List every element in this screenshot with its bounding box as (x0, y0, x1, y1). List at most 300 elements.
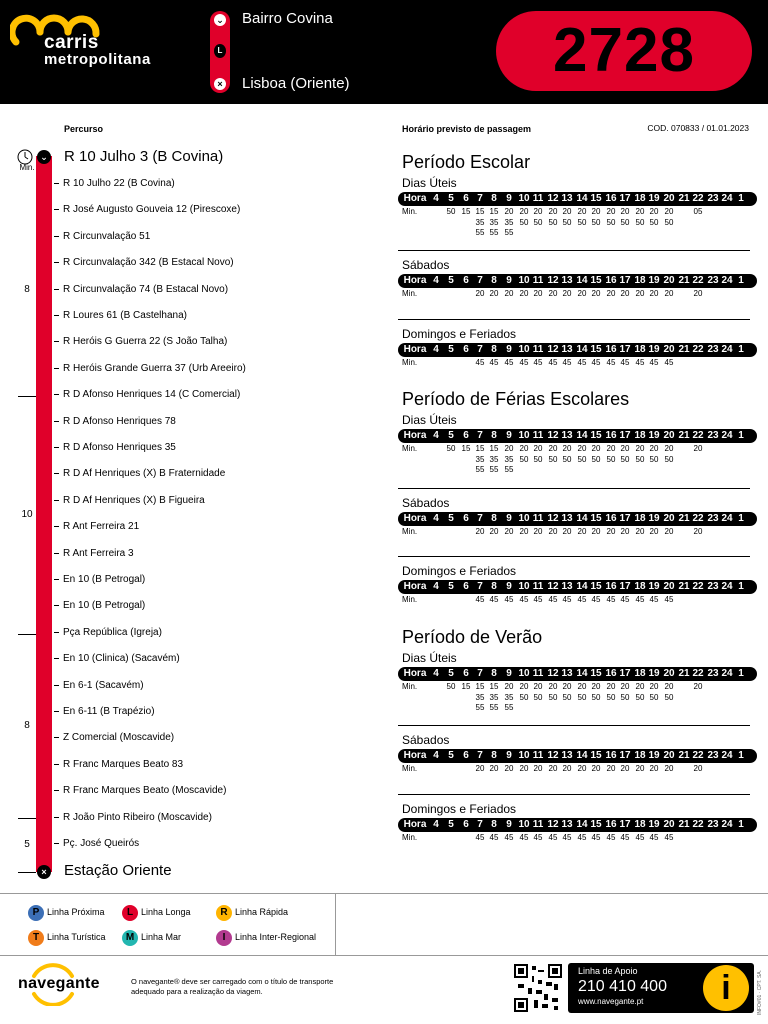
minute-value: 50 (620, 454, 630, 464)
legend-r-icon: R (216, 905, 232, 921)
hours-bar (398, 749, 757, 763)
hour-cell: 19 (648, 344, 660, 355)
minute-value: 20 (664, 289, 674, 298)
hour-cell: 6 (463, 430, 469, 441)
minute-value: 45 (649, 595, 659, 604)
footer-divider (0, 893, 768, 894)
hour-cell: 13 (561, 581, 573, 592)
minute-value: 35 (489, 692, 499, 702)
hour-cell: 11 (532, 668, 544, 679)
hour-cell: 18 (634, 430, 646, 441)
minute-value: 45 (533, 358, 543, 367)
hour-cell: 20 (663, 750, 675, 761)
minute-value: 45 (519, 595, 529, 604)
hour-cell: 16 (605, 819, 617, 830)
hour-cell: 21 (678, 819, 690, 830)
legend-m-icon: M (122, 930, 138, 946)
stop-name: R Ant Ferreira 21 (63, 521, 140, 532)
hour-cell: 22 (692, 750, 704, 761)
timetable-heading: Horário previsto de passagem (402, 124, 532, 134)
hour-cell: 1 (738, 275, 744, 286)
stop-name: R Circunvalação 74 (B Estacal Novo) (63, 284, 229, 295)
minute-value: 20 (577, 207, 587, 216)
line-number-badge: 2728 (496, 11, 752, 91)
hour-cell: 5 (448, 275, 454, 286)
minute-value: 35 (489, 454, 499, 464)
stop-item (54, 415, 176, 429)
stop-tick (54, 711, 59, 712)
minute-value: 20 (635, 682, 645, 691)
minute-value: 20 (635, 764, 645, 773)
minute-value: 20 (548, 207, 558, 216)
hour-cell: 18 (634, 581, 646, 592)
minute-value: 55 (504, 465, 514, 474)
hour-cell: 8 (491, 750, 497, 761)
stop-item (54, 467, 225, 481)
hour-cell: 13 (561, 750, 573, 761)
line-type-badge: L (214, 44, 226, 58)
stop-tick (54, 315, 59, 316)
hour-cell: 5 (448, 750, 454, 761)
hour-cell: 6 (463, 819, 469, 830)
stop-name: En 6-1 (Sacavém) (63, 680, 144, 691)
minute-value: 20 (519, 764, 529, 773)
hour-cell: 5 (448, 581, 454, 592)
hour-cell: 4 (433, 581, 439, 592)
hour-cell: 8 (491, 581, 497, 592)
hour-cell: 17 (619, 513, 631, 524)
stop-name: R Franc Marques Beato (Moscavide) (63, 785, 227, 796)
legend-item-proxima (28, 904, 105, 921)
hours-label: Hora (403, 668, 427, 679)
hour-cell: 13 (561, 668, 573, 679)
minute-value: 35 (504, 454, 514, 464)
segment-divider (18, 634, 36, 635)
minute-value: 50 (649, 454, 659, 464)
minute-value: 20 (548, 289, 558, 298)
stop-name: R Heróis G Guerra 22 (S João Talha) (63, 336, 228, 347)
hour-cell: 11 (532, 750, 544, 761)
minute-value: 35 (504, 217, 514, 227)
minute-value: 50 (664, 454, 674, 464)
hour-cell: 12 (547, 819, 559, 830)
stop-item (54, 362, 246, 376)
hour-cell: 9 (506, 513, 512, 524)
stop-tick (54, 209, 59, 210)
hour-cell: 16 (605, 581, 617, 592)
hour-cell: 6 (463, 193, 469, 204)
minute-value: 20 (591, 444, 601, 453)
hour-cell: 4 (433, 513, 439, 524)
minute-value: 15 (475, 444, 485, 453)
minute-value: 20 (533, 527, 543, 536)
hour-cell: 23 (707, 275, 719, 286)
stop-tick (54, 685, 59, 686)
minute-value: 20 (620, 444, 630, 453)
minute-value: 20 (519, 682, 529, 691)
period-title: Período Escolar (402, 152, 531, 172)
hour-cell: 24 (721, 581, 733, 592)
minute-value: 20 (519, 527, 529, 536)
minute-value: 20 (548, 682, 558, 691)
minute-value: 20 (620, 764, 630, 773)
hour-cell: 24 (721, 513, 733, 524)
hour-cell: 11 (532, 275, 544, 286)
hour-cell: 6 (463, 668, 469, 679)
hour-cell: 16 (605, 668, 617, 679)
hour-cell: 20 (663, 430, 675, 441)
hour-cell: 13 (561, 193, 573, 204)
legend-label: Linha Mar (141, 932, 182, 942)
hour-cell: 20 (663, 193, 675, 204)
stop-tick (54, 183, 59, 184)
hour-cell: 19 (648, 819, 660, 830)
hour-cell: 23 (707, 344, 719, 355)
hour-cell: 24 (721, 344, 733, 355)
minute-value: 50 (548, 454, 558, 464)
legend-i-icon: I (216, 930, 232, 946)
minute-value: 50 (620, 692, 630, 702)
stop-item (54, 309, 187, 323)
hours-bar (398, 580, 757, 594)
end-stop-x-icon: × (37, 865, 51, 879)
minute-value: 45 (489, 358, 499, 367)
minute-value: 20 (562, 207, 572, 216)
hour-cell: 10 (518, 581, 530, 592)
brand-subname: metropolitana (44, 51, 151, 68)
hour-cell: 23 (707, 430, 719, 441)
hours-label: Hora (403, 513, 427, 524)
hour-cell: 14 (576, 819, 588, 830)
hour-cell: 14 (576, 668, 588, 679)
segment-divider (18, 872, 36, 873)
minute-value: 15 (475, 207, 485, 216)
minute-value: 45 (504, 595, 514, 604)
stop-item (54, 679, 144, 693)
segment-minutes: 8 (24, 720, 30, 731)
hour-cell: 17 (619, 193, 631, 204)
stop-item (54, 256, 234, 270)
minute-value: 20 (649, 527, 659, 536)
hours-bar (398, 667, 757, 681)
hour-cell: 9 (506, 750, 512, 761)
hour-cell: 12 (547, 513, 559, 524)
minutes-label: Min. (402, 207, 418, 216)
navegante-note: O navegante® deve ser carregado com o título de transporte adequado para a realização da viagem. (131, 977, 334, 996)
minute-value: 20 (577, 289, 587, 298)
hour-cell: 15 (590, 750, 602, 761)
hour-cell: 14 (576, 275, 588, 286)
legend-item-turistica (28, 929, 106, 946)
minute-value: 50 (446, 207, 456, 216)
minute-value: 45 (591, 833, 601, 842)
legend-item-longa (122, 904, 191, 921)
minute-value: 45 (533, 595, 543, 604)
hour-cell: 18 (634, 275, 646, 286)
hour-cell: 16 (605, 430, 617, 441)
minute-value: 15 (461, 682, 471, 691)
hour-cell: 15 (590, 819, 602, 830)
hour-cell: 8 (491, 193, 497, 204)
hour-cell: 21 (678, 750, 690, 761)
hour-cell: 9 (506, 193, 512, 204)
minute-value: 20 (577, 764, 587, 773)
hour-cell: 24 (721, 275, 733, 286)
hour-cell: 14 (576, 193, 588, 204)
hour-cell: 9 (506, 275, 512, 286)
stop-name: En 10 (B Petrogal) (63, 574, 146, 585)
stop-name: Z Comercial (Moscavide) (63, 732, 175, 743)
minute-value: 45 (475, 358, 485, 367)
minute-value: 20 (693, 682, 703, 691)
hours-label: Hora (403, 430, 427, 441)
hour-cell: 9 (506, 581, 512, 592)
minute-value: 45 (577, 595, 587, 604)
minute-value: 45 (635, 595, 645, 604)
stop-item (54, 283, 228, 297)
hour-cell: 4 (433, 344, 439, 355)
stop-name: En 6-11 (B Trapézio) (63, 706, 155, 717)
hour-cell: 5 (448, 344, 454, 355)
hour-cell: 8 (491, 344, 497, 355)
minute-value: 35 (475, 692, 485, 702)
stop-name: R D Afonso Henriques 78 (63, 416, 176, 427)
day-divider (398, 488, 750, 489)
stop-tick (54, 632, 59, 633)
minute-value: 50 (649, 217, 659, 227)
minute-value: 20 (591, 207, 601, 216)
footer-divider (0, 955, 768, 956)
minute-value: 50 (577, 217, 587, 227)
minute-value: 55 (475, 228, 485, 237)
segment-minutes: 10 (21, 509, 33, 520)
minute-value: 20 (664, 207, 674, 216)
route-direction-strip (210, 11, 230, 93)
minute-value: 45 (649, 833, 659, 842)
day-type-label: Dias Úteis (402, 176, 457, 190)
minute-value: 50 (620, 217, 630, 227)
hour-cell: 21 (678, 430, 690, 441)
legend-label: Linha Rápida (235, 907, 289, 917)
stop-item (54, 388, 240, 402)
minute-value: 20 (562, 682, 572, 691)
minute-value: 45 (548, 595, 558, 604)
stop-item (54, 599, 145, 613)
minute-value: 15 (461, 207, 471, 216)
hour-cell: 15 (590, 513, 602, 524)
hour-cell: 14 (576, 344, 588, 355)
minute-value: 50 (446, 444, 456, 453)
minute-value: 20 (504, 527, 514, 536)
brand-name: carris (44, 32, 99, 53)
hour-cell: 17 (619, 668, 631, 679)
hour-cell: 22 (692, 513, 704, 524)
hour-cell: 19 (648, 275, 660, 286)
start-stop-chevron-icon: ⌄ (37, 150, 51, 164)
minute-value: 50 (519, 217, 529, 227)
hour-cell: 16 (605, 344, 617, 355)
hour-cell: 17 (619, 581, 631, 592)
minute-value: 50 (635, 454, 645, 464)
minute-value: 20 (519, 444, 529, 453)
stop-item (54, 547, 134, 561)
stop-item (54, 811, 212, 825)
minute-value: 20 (504, 764, 514, 773)
hour-cell: 7 (477, 513, 483, 524)
legend-item-mar (122, 929, 181, 946)
minute-value: 50 (591, 454, 601, 464)
qr-code-icon[interactable] (514, 964, 562, 1012)
minute-value: 20 (577, 682, 587, 691)
hour-cell: 7 (477, 581, 483, 592)
hour-cell: 4 (433, 275, 439, 286)
day-divider (398, 794, 750, 795)
minute-value: 45 (562, 358, 572, 367)
hour-cell: 21 (678, 513, 690, 524)
day-type-label: Dias Úteis (402, 651, 457, 665)
support-phone[interactable]: 210 410 400 (578, 978, 667, 995)
minute-value: 20 (548, 444, 558, 453)
hour-cell: 10 (518, 819, 530, 830)
minutes-label: Min. (402, 444, 418, 453)
minute-value: 50 (664, 692, 674, 702)
minute-value: 15 (461, 444, 471, 453)
minute-value: 45 (475, 833, 485, 842)
stop-item (54, 177, 175, 191)
minute-value: 20 (591, 764, 601, 773)
minute-value: 20 (635, 444, 645, 453)
minute-value: 45 (475, 595, 485, 604)
hour-cell: 1 (738, 819, 744, 830)
hours-bar (398, 818, 757, 832)
hour-cell: 15 (590, 430, 602, 441)
stop-tick (54, 236, 59, 237)
minute-value: 20 (533, 682, 543, 691)
hour-cell: 23 (707, 819, 719, 830)
hour-cell: 18 (634, 819, 646, 830)
minute-value: 50 (606, 217, 616, 227)
stop-tick (54, 764, 59, 765)
hour-cell: 22 (692, 819, 704, 830)
hour-cell: 19 (648, 193, 660, 204)
minute-value: 20 (489, 527, 499, 536)
minute-value: 20 (475, 527, 485, 536)
minute-value: 20 (533, 444, 543, 453)
hour-cell: 1 (738, 668, 744, 679)
minute-value: 50 (533, 454, 543, 464)
hour-cell: 4 (433, 193, 439, 204)
day-type-label: Domingos e Feriados (402, 802, 517, 816)
support-url[interactable]: www.navegante.pt (578, 997, 644, 1006)
minute-value: 50 (649, 692, 659, 702)
segment-divider (18, 818, 36, 819)
last-stop: Estação Oriente (64, 862, 172, 879)
minute-value: 15 (489, 682, 499, 691)
hour-cell: 20 (663, 344, 675, 355)
stop-tick (54, 579, 59, 580)
hour-cell: 5 (448, 193, 454, 204)
minute-value: 20 (693, 764, 703, 773)
stop-item (54, 230, 150, 244)
minutes-label: Min. (402, 833, 418, 842)
minute-value: 50 (635, 692, 645, 702)
minute-value: 45 (620, 358, 630, 367)
stop-name: R D Afonso Henriques 14 (C Comercial) (63, 389, 241, 400)
hours-label: Hora (403, 193, 427, 204)
minute-value: 45 (635, 833, 645, 842)
minute-value: 20 (533, 289, 543, 298)
hour-cell: 4 (433, 750, 439, 761)
hours-label: Hora (403, 750, 427, 761)
minute-value: 20 (693, 527, 703, 536)
hour-cell: 6 (463, 513, 469, 524)
stop-name: R 10 Julho 22 (B Covina) (63, 178, 175, 189)
hour-cell: 12 (547, 344, 559, 355)
hour-cell: 10 (518, 344, 530, 355)
day-type-label: Sábados (402, 496, 450, 510)
hour-cell: 15 (590, 581, 602, 592)
minutes-label: Min. (402, 682, 418, 691)
minute-value: 20 (635, 289, 645, 298)
hour-cell: 17 (619, 819, 631, 830)
hour-cell: 10 (518, 430, 530, 441)
stop-name: R José Augusto Gouveia 12 (Pirescoxe) (63, 204, 241, 215)
minute-value: 50 (548, 692, 558, 702)
minute-value: 20 (664, 682, 674, 691)
hour-cell: 7 (477, 668, 483, 679)
minute-value: 20 (562, 444, 572, 453)
hour-cell: 19 (648, 430, 660, 441)
stop-item (54, 705, 155, 719)
minute-value: 45 (577, 358, 587, 367)
hour-cell: 8 (491, 819, 497, 830)
stop-name: R Franc Marques Beato 83 (63, 759, 184, 770)
hours-label: Hora (403, 275, 427, 286)
hours-bar (398, 512, 757, 526)
minute-value: 20 (606, 444, 616, 453)
support-panel (568, 963, 754, 1013)
stop-item (54, 520, 139, 534)
origin-stop: Bairro Covina (242, 10, 333, 27)
hour-cell: 13 (561, 819, 573, 830)
minute-value: 50 (606, 692, 616, 702)
hour-cell: 22 (692, 344, 704, 355)
minute-value: 20 (562, 764, 572, 773)
minutes-label: Min. (402, 289, 418, 298)
minute-value: 20 (664, 527, 674, 536)
hour-cell: 9 (506, 430, 512, 441)
minute-value: 20 (620, 289, 630, 298)
minute-value: 15 (489, 444, 499, 453)
minute-value: 20 (562, 289, 572, 298)
minute-value: 45 (548, 833, 558, 842)
minute-value: 15 (475, 682, 485, 691)
hour-cell: 6 (463, 750, 469, 761)
hour-cell: 10 (518, 275, 530, 286)
hour-cell: 1 (738, 750, 744, 761)
timetable-code: COD. 070833 / 01.01.2023 (647, 123, 749, 133)
minute-value: 20 (519, 207, 529, 216)
stop-name: En 10 (Clinica) (Sacavém) (63, 653, 180, 664)
minutes-label: Min. (402, 595, 418, 604)
stop-tick (54, 473, 59, 474)
minute-value: 50 (446, 682, 456, 691)
minute-value: 45 (606, 595, 616, 604)
stop-name: R João Pinto Ribeiro (Moscavide) (63, 812, 212, 823)
hour-cell: 16 (605, 193, 617, 204)
hour-cell: 9 (506, 668, 512, 679)
hour-cell: 11 (532, 819, 544, 830)
